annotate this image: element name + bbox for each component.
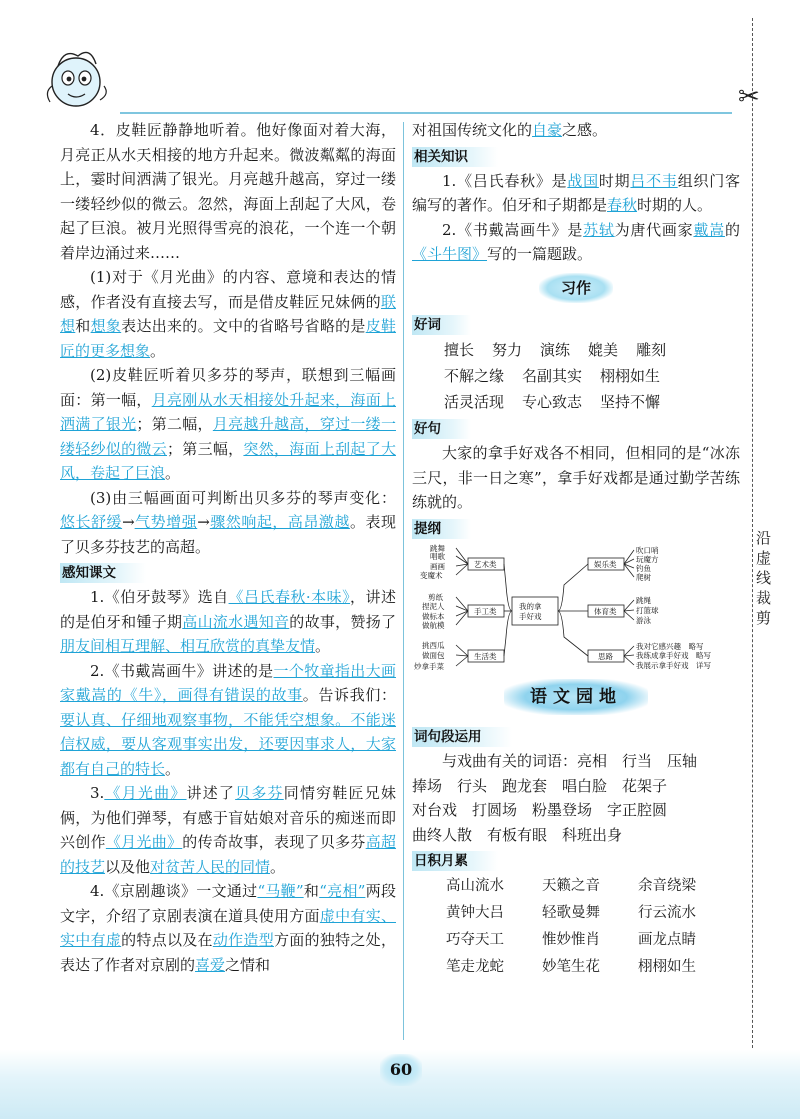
word: 擅长	[444, 341, 475, 359]
word: 活灵活现	[444, 393, 505, 411]
idiom: 黄钟大吕	[446, 905, 504, 921]
mindmap-leaf: 钓鱼	[636, 563, 651, 573]
good-words-list	[412, 337, 740, 415]
mindmap-node-fun: 娱乐类	[594, 559, 617, 569]
cut-label: 沿虚线裁剪	[756, 529, 772, 627]
word: 媲美	[588, 341, 619, 359]
idiom: 轻歌曼舞	[542, 905, 600, 921]
perceive-item-3: 3.《月光曲》讲述了贝多芬同情穷鞋匠兄妹俩，为他们弹琴，有感于盲姑娘对音乐的痴迷而即兴创作《月光曲》的传奇故事，表现了贝多芬高超的技艺以及他对贫苦人民的同情。	[60, 784, 396, 876]
word: 栩栩如生	[600, 367, 661, 385]
mindmap-node-life: 生活类	[474, 651, 497, 661]
related-item-2: 2.《书戴嵩画牛》是苏轼为唐代画家戴嵩的《斗牛图》写的一篇题跋。	[412, 220, 740, 263]
question-1: (1)对于《月光曲》的内容、意境和表达的情感，作者没有直接去写，而是借皮鞋匠兄妹俩的联想和想象表达出来的。文中的省略号省略的是皮鞋匠的更多想象。	[60, 268, 396, 360]
mindmap-leaf: 我展示拿手好戏 详写	[636, 660, 711, 670]
mindmap-leaf: 游泳	[636, 615, 651, 625]
mindmap-leaf: 做面包	[422, 650, 445, 660]
mindmap-leaf: 爬树	[636, 572, 651, 582]
word: 名副其实	[522, 367, 583, 385]
word: 不解之缘	[444, 367, 505, 385]
section-title-related: 相关知识	[412, 147, 498, 167]
outline-mindmap	[408, 545, 740, 673]
mindmap-leaf: 吹口哨	[636, 545, 659, 555]
section-title-outline: 提纲	[412, 519, 471, 539]
idiom: 栩栩如生	[638, 959, 696, 975]
idiom: 余音绕梁	[638, 878, 696, 894]
idiom: 行云流水	[638, 905, 696, 921]
good-sentence: 大家的拿手好戏各不相同，但相同的是“冰冻三尺，非一日之寒”，拿手好戏都是通过勤学苦练练就的。	[412, 444, 740, 511]
cut-line	[752, 18, 753, 1058]
idiom: 惟妙惟肖	[542, 932, 600, 948]
word: 努力	[492, 341, 523, 359]
mindmap-leaf: 捏泥人	[422, 601, 445, 611]
mindmap-node-sport: 体育类	[594, 606, 617, 616]
mindmap-leaf: 跳舞	[430, 543, 445, 553]
word: 雕刻	[636, 341, 667, 359]
usage-line: 对台戏 打圆场 粉墨登场 字正腔圆	[412, 801, 668, 819]
idiom: 画龙点睛	[638, 932, 696, 948]
idiom: 巧夺天工	[446, 932, 504, 948]
scissors-icon: ✂	[738, 82, 760, 112]
idiom: 高山流水	[446, 878, 504, 894]
mindmap-leaf: 跳绳	[636, 595, 651, 605]
mindmap-leaf: 我练成拿手好戏 略写	[636, 650, 711, 660]
mindmap-leaf: 打篮球	[636, 605, 659, 615]
mindmap-node-art: 艺术类	[474, 559, 497, 569]
page-number: 60	[380, 1054, 422, 1086]
mindmap-center: 我的拿	[519, 601, 542, 611]
banner-xizuo: 习作	[539, 273, 613, 304]
mindmap-leaf: 我对它感兴趣 略写	[636, 641, 704, 651]
question-3: (3)由三幅画面可判断出贝多芬的琴声变化：悠长舒缓→气势增强→骤然响起，高昂激越。表现了贝多芬技艺的高超。	[60, 488, 396, 556]
section-title-good-words: 好词	[412, 315, 471, 335]
word: 坚持不懈	[600, 393, 661, 411]
continued-text: 对祖国传统文化的自豪之感。	[412, 121, 608, 139]
perceive-item-4: 4.《京剧趣谈》一文通过“马鞭”和“亮相”两段文字，介绍了京剧表演在道具使用方面虚中有实、实中有虚的特点以及在动作造型方面的独特之处，表达了作者对京剧的喜爱之情和	[60, 882, 396, 974]
usage-line: 曲终人散 有板有眼 科班出身	[412, 825, 623, 844]
idiom: 笔走龙蛇	[446, 959, 504, 975]
idiom-grid	[412, 873, 740, 981]
banner-yuwen-yuandi: 语文园地	[504, 679, 648, 716]
mindmap-leaf: 挑西瓜	[422, 640, 445, 650]
mindmap-node-craft: 手工类	[474, 606, 497, 616]
section-title-usage: 词句段运用	[412, 727, 512, 747]
usage-line: 与戏曲有关的词语：亮相 行当 压轴	[442, 752, 698, 770]
mindmap-center: 手好戏	[519, 611, 542, 621]
word: 演练	[540, 341, 571, 359]
mindmap-leaf: 炒拿手菜	[414, 661, 444, 671]
mindmap-leaf: 变魔术	[420, 570, 443, 580]
right-column	[412, 118, 740, 981]
mindmap-leaf: 做航模	[422, 620, 445, 630]
top-rule	[120, 112, 732, 114]
section-title-good-sentence: 好句	[412, 419, 471, 439]
mindmap-leaf: 剪纸	[428, 592, 443, 602]
perceive-item-1: 1.《伯牙鼓琴》选自《吕氏春秋·本味》，讲述的是伯牙和锺子期高山流水遇知音的故事，赞扬了朋友间相互理解、相互欣赏的真挚友情。	[60, 588, 396, 655]
mindmap-leaf: 画画	[430, 561, 445, 571]
section-title-daily: 日积月累	[412, 851, 498, 871]
mindmap-leaf: 做标本	[422, 611, 445, 621]
question-2: (2)皮鞋匠听着贝多芬的琴声，联想到三幅画面：第一幅，月亮刚从水天相接处升起来，海面上洒满了银光；第二幅，月亮越升越高，穿过一缕一缕轻纱似的微云；第三幅，突然，海面上刮起了大风，卷起了巨浪。	[60, 366, 396, 482]
perceive-item-2: 2.《书戴嵩画牛》讲述的是一个牧童指出大画家戴嵩的《牛》，画得有错误的故事。告诉我们：要认真、仔细地观察事物，不能凭空想象。不能迷信权威，要从客观事实出发，还要因事求人，大家都有自己的特长。	[60, 661, 396, 778]
left-column	[60, 118, 396, 977]
idiom: 妙笔生花	[542, 959, 600, 975]
mindmap-node-idea: 思路	[598, 651, 613, 661]
usage-line: 捧场 行头 跑龙套 唱白脸 花架子	[412, 776, 668, 795]
excerpt-paragraph: 4．皮鞋匠静静地听着。他好像面对着大海，月亮正从水天相接的地方升起来。微波粼粼的海面上，霎时间洒满了银光。月亮越升越高，穿过一缕一缕轻纱似的微云。忽然，海面上刮起了大风，卷起了巨浪。被月光照得雪亮的浪花，一个连一个朝着岸边涌过来……	[60, 121, 396, 262]
mindmap-leaf: 玩魔方	[636, 554, 659, 564]
mascot-illustration	[38, 42, 118, 114]
section-title-perceive: 感知课文	[60, 563, 146, 583]
idiom: 天籁之音	[542, 878, 600, 894]
related-item-1: 1.《吕氏春秋》是战国时期吕不韦组织门客编写的著作。伯牙和子期都是春秋时期的人。	[412, 171, 740, 214]
column-divider	[403, 122, 404, 1040]
mindmap-leaf: 唱歌	[430, 551, 445, 561]
word: 专心致志	[522, 393, 583, 411]
